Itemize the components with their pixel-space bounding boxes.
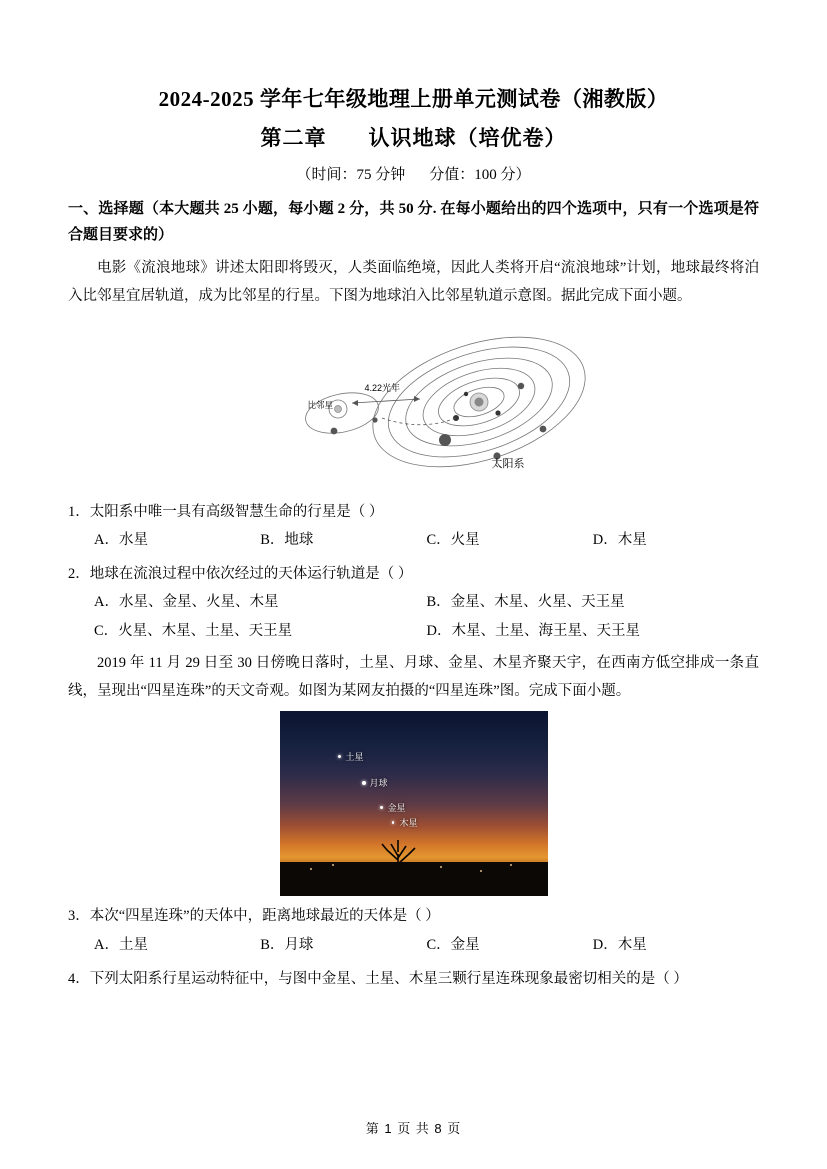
- label-proxima: 比邻星: [307, 399, 334, 410]
- label-moon: 月球: [369, 778, 388, 789]
- exam-time: （时间：75 分钟: [296, 166, 406, 183]
- question-3: [68, 902, 759, 930]
- option-b[interactable]: B．地球: [260, 531, 314, 548]
- question-3-number: 3．: [68, 908, 90, 925]
- orbit-diagram-svg: [234, 317, 594, 492]
- question-2-options-row1: [68, 588, 759, 616]
- page-footer: 第 1 页 共 8 页: [365, 1121, 462, 1136]
- question-2-options-row2: [68, 617, 759, 645]
- label-jupiter: 木星: [399, 818, 418, 829]
- question-4: [68, 965, 759, 993]
- option-a[interactable]: A．水星: [94, 531, 148, 548]
- chapter-number: 第二章: [260, 126, 327, 151]
- option-c[interactable]: C．金星: [426, 936, 480, 953]
- conjunction-photo: [280, 711, 548, 896]
- label-solar-system: 太阳系: [491, 457, 525, 470]
- question-4-number: 4．: [68, 971, 90, 988]
- option-d[interactable]: D．木星、土星、海王星、天王星: [426, 622, 640, 639]
- label-saturn: 土星: [345, 752, 364, 763]
- passage-1: 电影《流浪地球》讲述太阳即将毁灭，人类面临绝境，因此人类将开启“流浪地球”计划，地球最终将泊入比邻星宜居轨道，成为比邻星的行星。下图为地球泊入比邻星轨道示意图。据此完成下面小题。: [68, 260, 759, 305]
- orbit-diagram: [234, 317, 594, 492]
- passage-2: 2019 年 11 月 29 日至 30 日傍晚日落时，土星、月球、金星、木星齐聚天宇，在西南方低空排成一条直线，呈现出“四星连珠”的天文奇观。如图为某网友拍摄的“四星连珠”图。完成下面小题。: [68, 654, 759, 700]
- exam-score: 分值：100 分）: [429, 166, 531, 183]
- question-1-stem: 太阳系中唯一具有高级智慧生命的行星是（ ）: [89, 503, 384, 520]
- question-4-stem: 下列太阳系行星运动特征中，与图中金星、土星、木星三颗行星连珠现象最密切相关的是（ ）: [89, 971, 688, 988]
- option-b[interactable]: B．金星、木星、火星、天王星: [426, 594, 625, 611]
- exam-meta: [68, 163, 759, 184]
- question-2-number: 2．: [68, 566, 90, 583]
- question-2-stem: 地球在流浪过程中依次经过的天体运行轨道是（ ）: [89, 566, 413, 583]
- question-1-options: [68, 526, 759, 554]
- chapter-name: 认识地球（培优卷）: [368, 126, 567, 151]
- star-jupiter: [392, 821, 395, 824]
- option-a[interactable]: A．水星、金星、火星、木星: [94, 594, 279, 611]
- chapter-title: [68, 125, 759, 152]
- page-title: 2024-2025 学年七年级地理上册单元测试卷（湘教版）: [158, 87, 669, 111]
- question-3-options: [68, 931, 759, 959]
- horizon-ridge: [280, 862, 548, 896]
- question-2: [68, 560, 759, 588]
- option-c[interactable]: C．火星: [426, 531, 480, 548]
- option-d[interactable]: D．木星: [592, 531, 647, 548]
- figure-1-wrapper: [68, 317, 759, 492]
- option-d[interactable]: D．木星: [592, 936, 647, 953]
- question-3-stem: 本次“四星连珠”的天体中，距离地球最近的天体是（ ）: [89, 908, 440, 925]
- figure-2-wrapper: [68, 711, 759, 896]
- question-1: [68, 498, 759, 526]
- option-a[interactable]: A．土星: [94, 936, 148, 953]
- section-heading: 一、选择题（本大题共 25 小题，每小题 2 分，共 50 分. 在每小题给出的四个选项中，只有一个选项是符合题目要求的）: [68, 200, 759, 243]
- option-b[interactable]: B．月球: [260, 936, 314, 953]
- question-1-number: 1．: [68, 503, 90, 520]
- label-distance: 4.22光年: [364, 382, 401, 393]
- label-venus: 金星: [387, 803, 406, 814]
- option-c[interactable]: C．火星、木星、土星、天王星: [94, 622, 293, 639]
